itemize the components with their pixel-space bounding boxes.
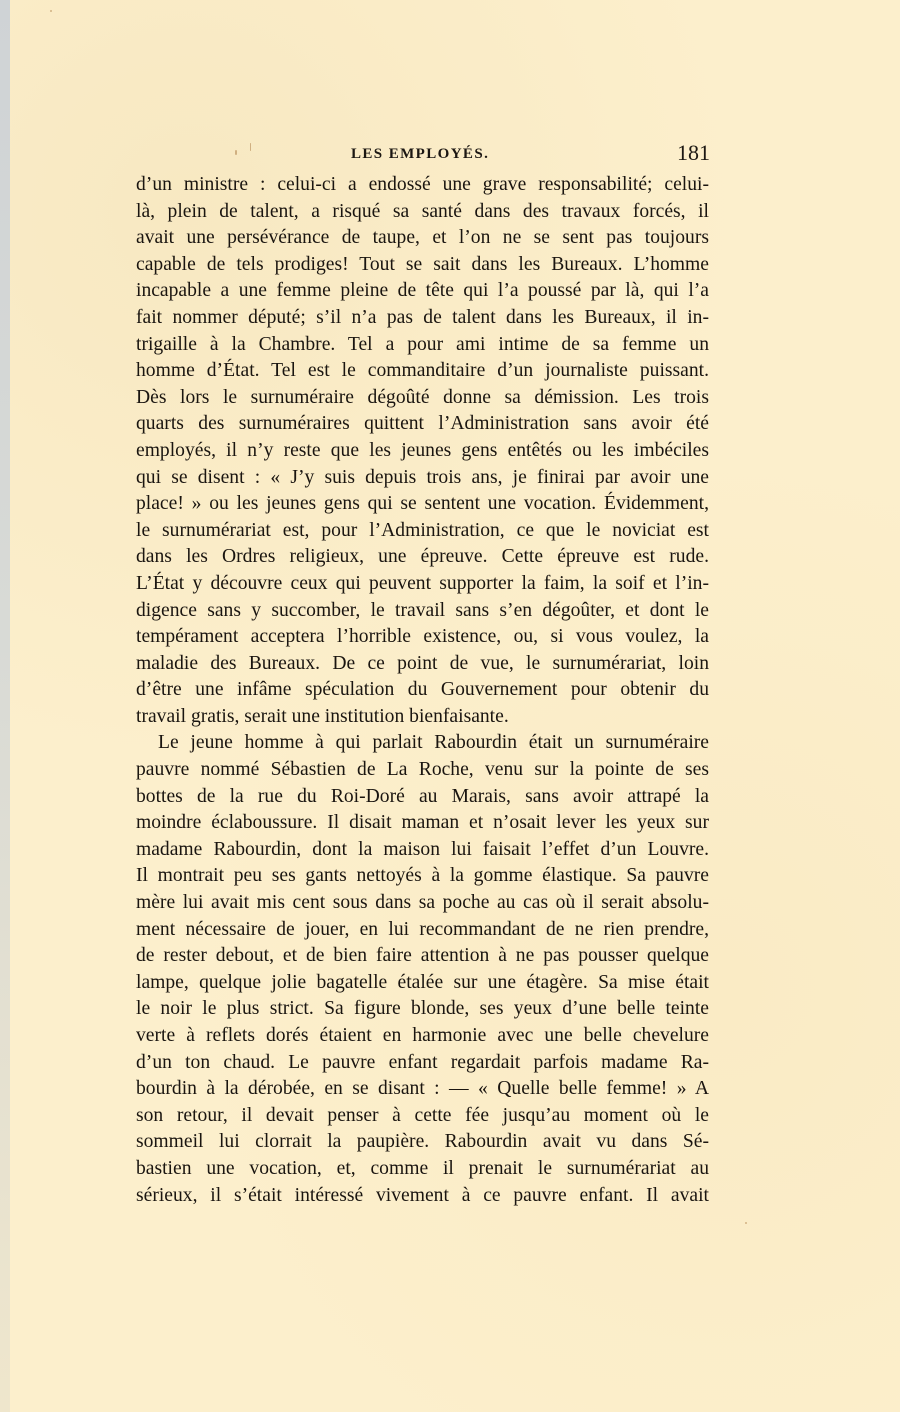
text-line: trigaille à la Chambre. Tel a pour ami intime de sa femme un [136, 333, 709, 355]
text-line: sommeil lui clorrait la paupière. Rabourdin avait vu dans Sé- [136, 1131, 709, 1153]
running-head [136, 140, 710, 170]
text-line: qui se disent : « J’y suis depuis trois ans, je finirai par avoir une [136, 466, 709, 488]
text-line: le surnumérariat est, pour l’Administration, ce que le noviciat est [136, 519, 709, 541]
text-line: quarts des surnuméraires quittent l’Administration sans avoir été [136, 413, 709, 435]
text-line: homme d’État. Tel est le commanditaire d’un journaliste puissant. [136, 360, 709, 382]
text-line: place! » ou les jeunes gens qui se sentent une vocation. Évidemment, [136, 493, 709, 515]
body-text [136, 172, 709, 1209]
text-line: employés, il n’y reste que les jeunes gens entêtés ou les imbéciles [136, 439, 709, 461]
text-line: pauvre nommé Sébastien de La Roche, venu sur la pointe de ses [136, 759, 709, 781]
text-line: capable de tels prodiges! Tout se sait dans les Bureaux. L’homme [136, 253, 709, 275]
text-line: ment nécessaire de jouer, en lui recommandant de ne rien prendre, [136, 918, 709, 940]
text-line: bastien une vocation, et, comme il prenait le surnumérariat au [136, 1157, 709, 1179]
text-line: là, plein de talent, a risqué sa santé dans des travaux forcés, il [136, 200, 709, 222]
text-line: Il montrait peu ses gants nettoyés à la gomme élastique. Sa pauvre [136, 865, 709, 887]
running-title: LES EMPLOYÉS. [351, 146, 490, 162]
text-line: madame Rabourdin, dont la maison lui faisait l’effet d’un Louvre. [136, 838, 709, 860]
text-line: mère lui avait mis cent sous dans sa poche au cas où il serait absolu- [136, 892, 709, 914]
text-line-paragraph-start: Le jeune homme à qui parlait Rabourdin était un surnuméraire [158, 732, 709, 754]
paper-speck [745, 1222, 747, 1224]
text-line: tempérament acceptera l’horrible existence, ou, si vous voulez, la [136, 626, 709, 648]
text-line: maladie des Bureaux. De ce point de vue, le surnumérariat, loin [136, 652, 709, 674]
text-line: L’État y découvre ceux qui peuvent supporter la faim, la soif et l’in- [136, 572, 709, 594]
text-line: incapable a une femme pleine de tête qui l’a poussé par là, qui l’a [136, 280, 709, 302]
text-line: dans les Ordres religieux, une épreuve. Cette épreuve est rude. [136, 546, 709, 568]
text-line: digence sans y succomber, le travail sans s’en dégoûter, et dont le [136, 599, 709, 621]
text-line: de rester debout, et de bien faire attention à ne pas pousser quelque [136, 945, 709, 967]
text-line: moindre éclaboussure. Il disait maman et n’osait lever les yeux sur [136, 812, 709, 834]
page-number: 181 [677, 140, 710, 165]
text-line: verte à reflets dorés étaient en harmonie avec une belle chevelure [136, 1025, 709, 1046]
text-line: d’un ministre : celui-ci a endossé une grave responsabilité; celui- [136, 174, 709, 195]
text-line-paragraph-end: travail gratis, serait une institution bienfaisante. [136, 705, 509, 727]
text-line: lampe, quelque jolie bagatelle étalée sur une étagère. Sa mise était [136, 971, 709, 993]
text-line: bottes de la rue du Roi-Doré au Marais, sans avoir attrapé la [136, 785, 709, 807]
text-line: son retour, il devait penser à cette fée jusqu’au moment où le [136, 1104, 709, 1126]
text-line: bourdin à la dérobée, en se disant : — « Quelle belle femme! » A [136, 1078, 709, 1100]
text-line: sérieux, il s’était intéressé vivement à ce pauvre enfant. Il avait [136, 1184, 709, 1206]
text-line: Dès lors le surnuméraire dégoûté donne sa démission. Les trois [136, 386, 709, 408]
text-line: d’un ton chaud. Le pauvre enfant regardait parfois madame Ra- [136, 1051, 709, 1073]
paper-speck [50, 10, 52, 12]
text-line: d’être une infâme spéculation du Gouvernement pour obtenir du [136, 679, 709, 701]
text-line: fait nommer député; s’il n’a pas de talent dans les Bureaux, il in- [136, 306, 709, 328]
text-line: avait une persévérance de taupe, et l’on ne se sent pas toujours [136, 227, 709, 249]
text-line: le noir le plus strict. Sa figure blonde, ses yeux d’une belle teinte [136, 998, 709, 1020]
